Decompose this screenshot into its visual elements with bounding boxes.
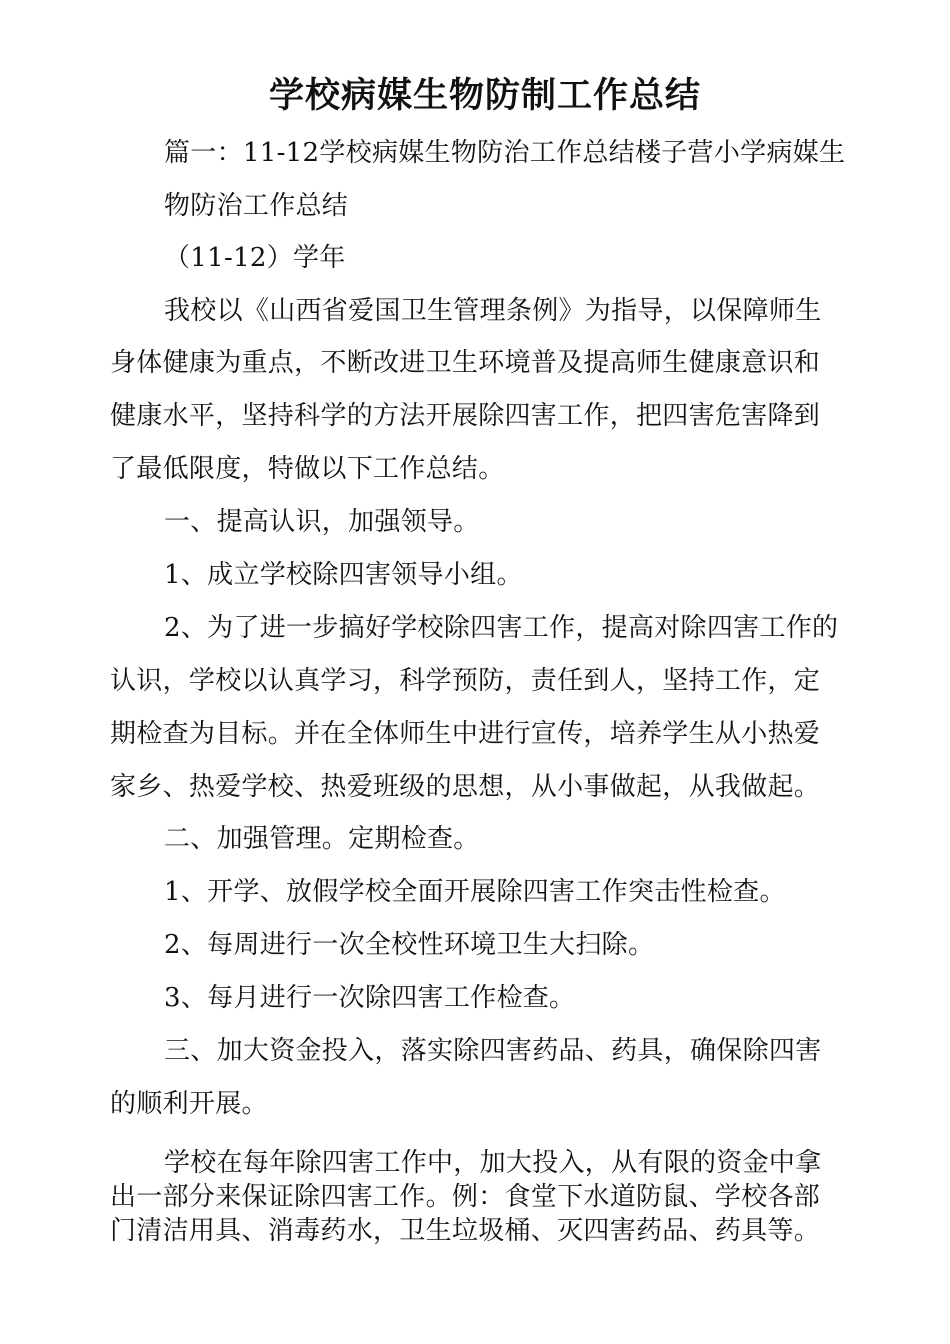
text-line-5: 身体健康为重点，不断改进卫生环境普及提高师生健康意识和 — [110, 348, 821, 378]
text-line-19: 的顺利开展。 — [110, 1089, 268, 1119]
text-line-9: 1、成立学校除四害领导小组。 — [164, 560, 523, 590]
text-line-20: 学校在每年除四害工作中，加大投入，从有限的资金中拿 — [164, 1148, 822, 1178]
text-line-7: 了最低限度，特做以下工作总结。 — [110, 454, 505, 484]
text-line-1: 篇一：11-12学校病媒生物防治工作总结楼子营小学病媒生 — [164, 138, 846, 168]
text-line-22: 门清洁用具、消毒药水，卫生垃圾桶、灭四害药品、药具等。 — [110, 1216, 821, 1246]
text-line-14: 二、加强管理。定期检查。 — [164, 824, 480, 854]
text-line-17: 3、每月进行一次除四害工作检查。 — [164, 983, 576, 1013]
text-line-10: 2、为了进一步搞好学校除四害工作，提高对除四害工作的 — [164, 613, 839, 643]
text-line-11: 认识，学校以认真学习，科学预防，责任到人，坚持工作，定 — [110, 666, 821, 696]
text-line-12: 期检查为目标。并在全体师生中进行宣传，培养学生从小热爱 — [110, 719, 821, 749]
text-line-3: （11-12）学年 — [164, 243, 346, 273]
document-title: 学校病媒生物防制工作总结 — [268, 76, 701, 116]
text-line-21: 出一部分来保证除四害工作。例：食堂下水道防鼠、学校各部 — [110, 1182, 821, 1212]
text-line-6: 健康水平，坚持科学的方法开展除四害工作，把四害危害降到 — [110, 401, 821, 431]
text-line-2: 物防治工作总结 — [164, 191, 349, 221]
text-line-13: 家乡、热爱学校、热爱班级的思想，从小事做起，从我做起。 — [110, 772, 821, 802]
text-line-18: 三、加大资金投入，落实除四害药品、药具，确保除四害 — [164, 1036, 822, 1066]
text-line-16: 2、每周进行一次全校性环境卫生大扫除。 — [164, 930, 655, 960]
text-line-15: 1、开学、放假学校全面开展除四害工作突击性检查。 — [164, 877, 786, 907]
text-line-8: 一、提高认识，加强领导。 — [164, 507, 480, 537]
text-line-4: 我校以《山西省爱国卫生管理条例》为指导，以保障师生 — [164, 296, 822, 326]
